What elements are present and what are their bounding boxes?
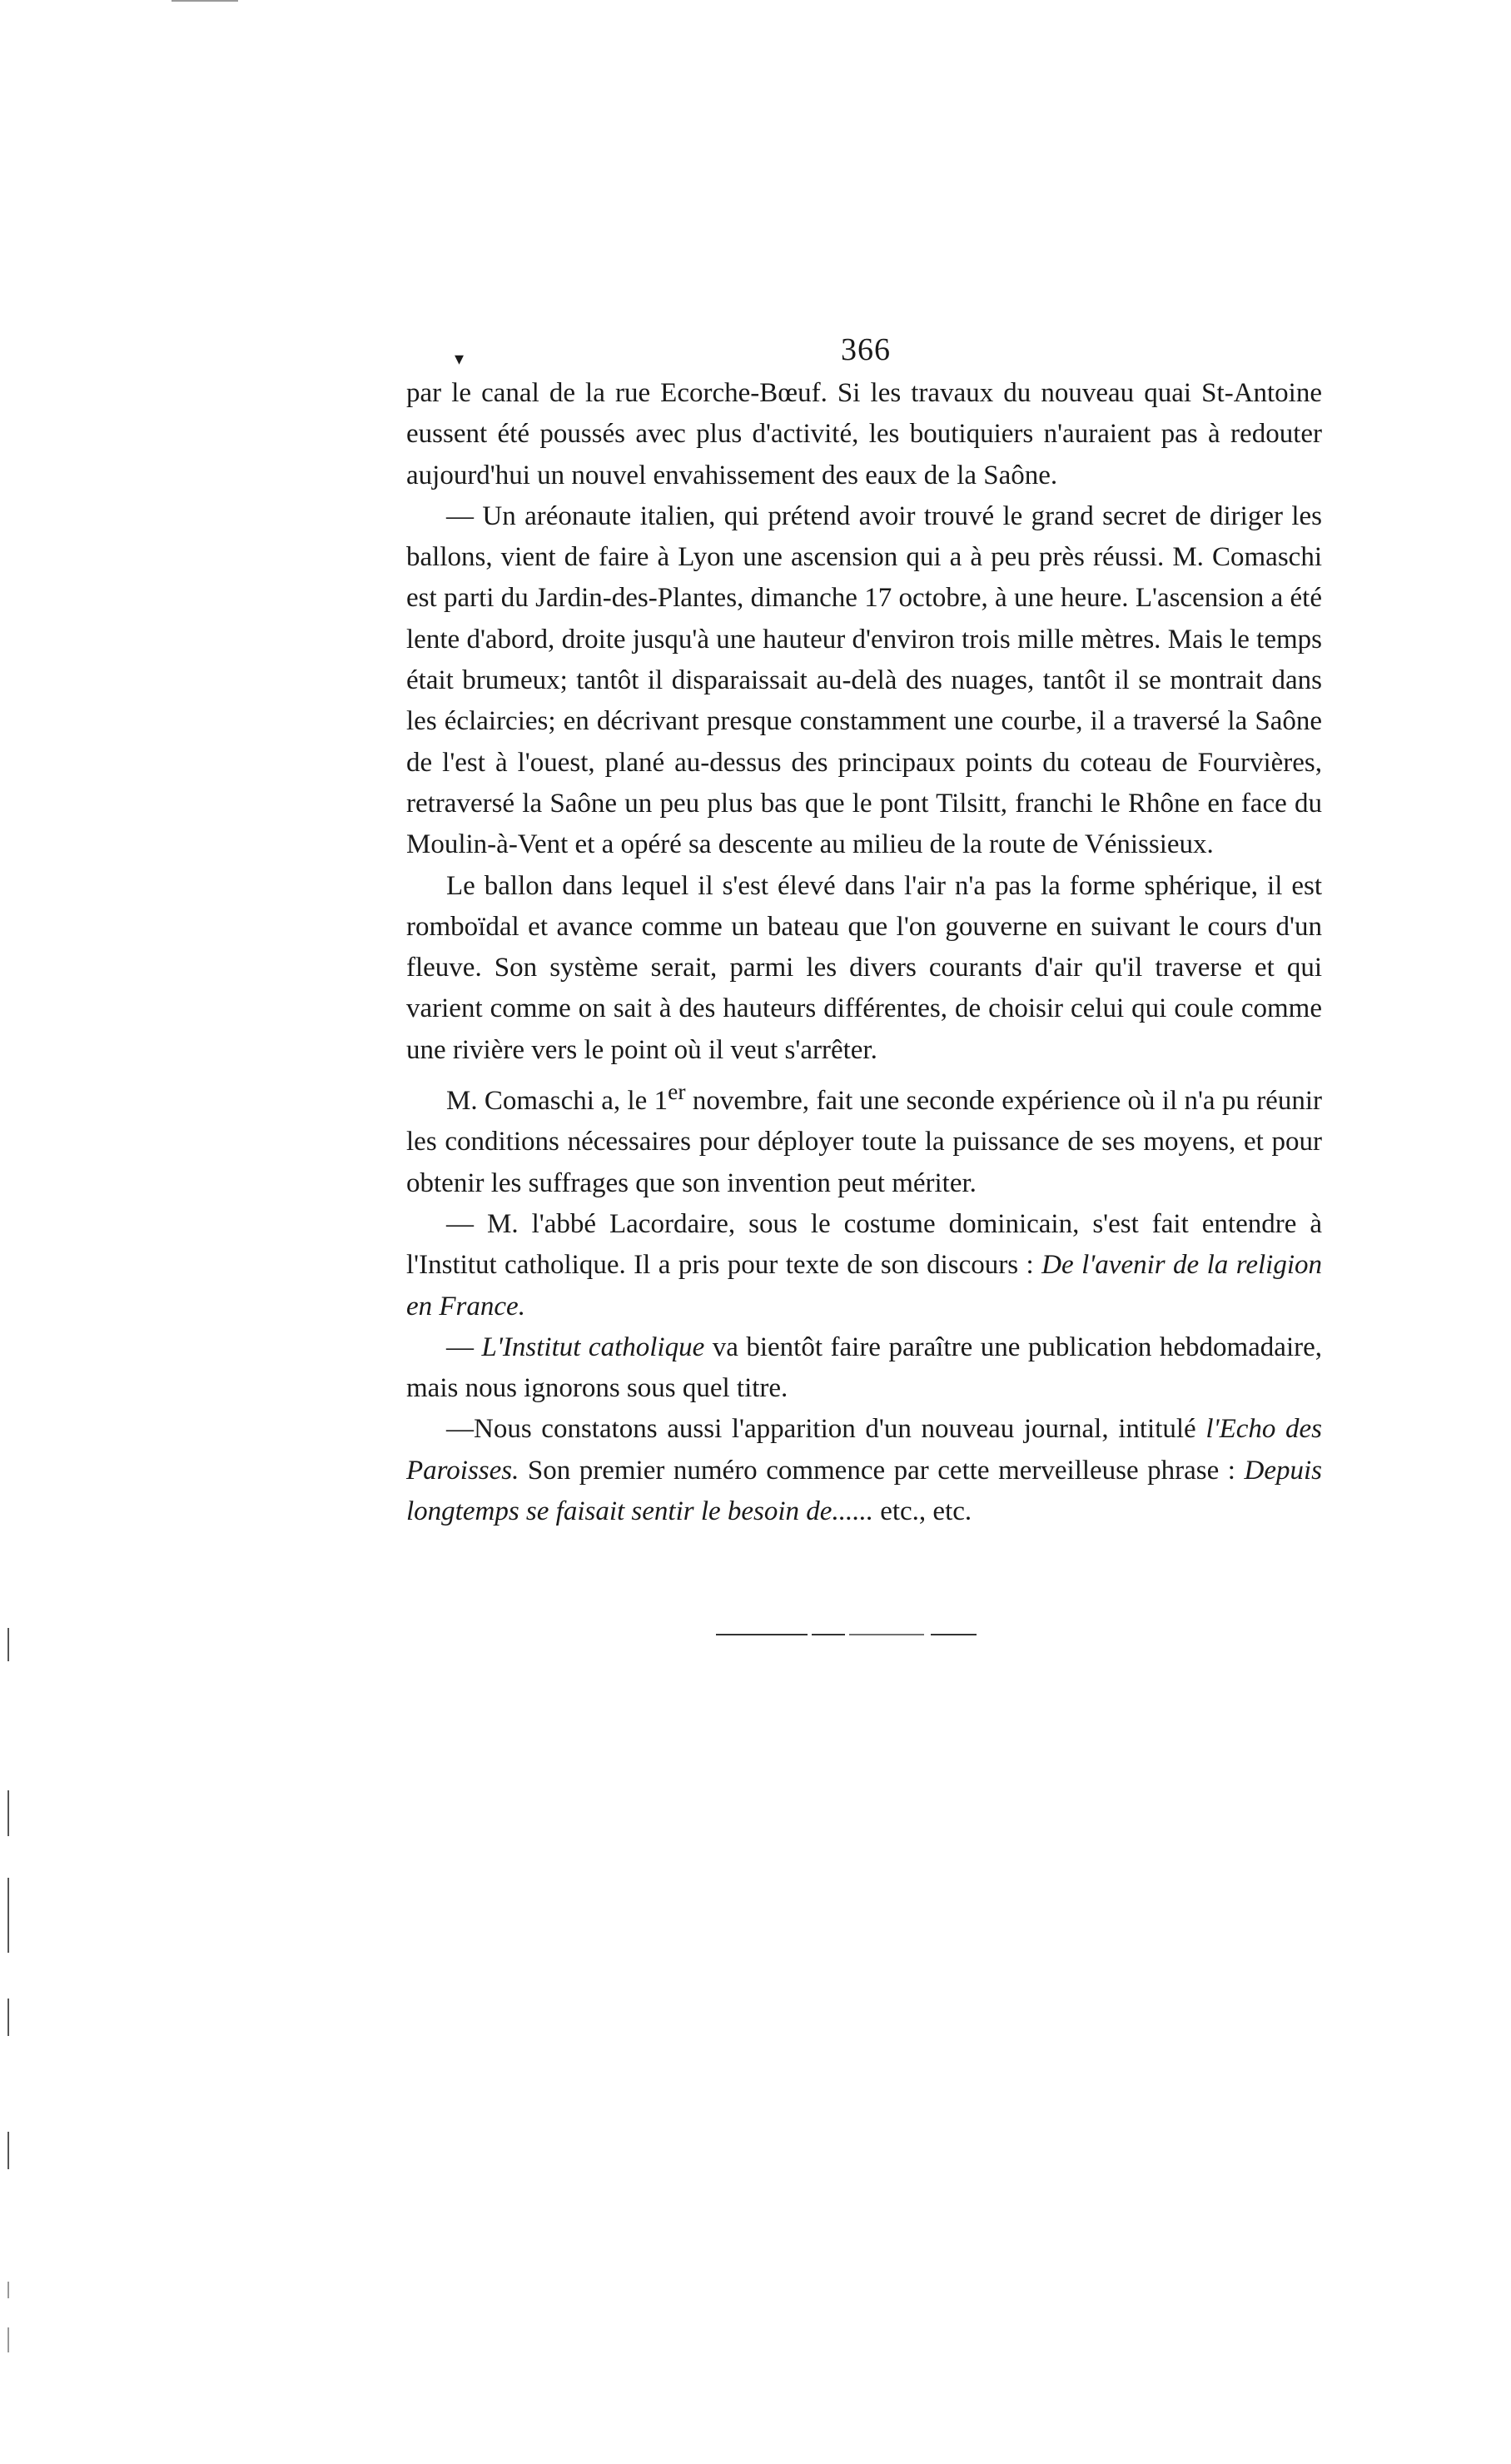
end-rule: [812, 1634, 845, 1635]
superscript: er: [668, 1078, 686, 1105]
page-number: 366: [841, 332, 891, 367]
paragraph-text: —Nous constatons aussi l'apparition d'un nouveau journal, intitulé: [446, 1414, 1206, 1445]
paragraph-text: novembre, fait une seconde expérience où il n'a pu réunir les conditions nécessaires pour déployer toute la puissance de ses moyens, et pour obtenir les suffrages que son invention peut mériter.: [406, 1086, 1322, 1198]
paragraph-2: [406, 496, 1322, 866]
paragraph-text: — M. l'abbé Lacordaire, sous le costume dominicain, s'est fait entendre à l'Institut catholique. Il a pris pour texte de son discours :: [406, 1208, 1322, 1281]
italic-text: l'Echo des Paroisses.: [406, 1414, 1322, 1486]
scan-artifact: [171, 0, 238, 2]
italic-text: De l'avenir de la religion en France.: [406, 1250, 1322, 1322]
paragraph-7: [406, 1409, 1322, 1532]
body-text: [406, 373, 1322, 1532]
paragraph-text: etc., etc.: [872, 1496, 972, 1527]
paragraph-5: [406, 1204, 1322, 1327]
paragraph-6: [406, 1327, 1322, 1410]
paragraph-text: Le ballon dans lequel il s'est élevé dans l'air n'a pas la forme sphérique, il est romboïdal et avance comme un bateau que l'on gouverne en suivant le cours d'un fleuve. Son système serait, parmi les divers courants d'air qu'il traverse et qui varient comme on sait à des hauteurs différentes, de choisir celui qui coule comme une rivière vers le point où il veut s'arrêter.: [406, 870, 1322, 1065]
end-rule: [849, 1634, 924, 1635]
scan-artifact: [7, 1878, 9, 1953]
scan-artifact: [7, 1628, 9, 1661]
paragraph-text: — Un aréonaute italien, qui prétend avoir trouvé le grand secret de diriger les ballons, vient de faire à Lyon une ascension qui a à peu près réussi. M. Comaschi est parti du Jardin-des-Plantes, dimanche 17 octobre, à une heure. L'ascension a été lente d'abord, droite jusqu'à une hauteur d'environ trois mille mètres. Mais le temps était brumeux; tantôt il disparaissait au-delà des nuages, tantôt il se montrait dans les éclaircies; en décrivant presque constamment une courbe, il a traversé la Saône de l'est à l'ouest, plané au-dessus des principaux points du coteau de Fourvières, retraversé la Saône un peu plus bas que le pont Tilsitt, franchi le Rhône en face du Moulin-à-Vent et a opéré sa descente au milieu de la route de Vénissieux.: [406, 500, 1322, 860]
paragraph-text: M. Comaschi a, le 1: [446, 1086, 669, 1117]
paragraph-text: —: [446, 1332, 482, 1362]
paragraph-3: [406, 866, 1322, 1071]
italic-text: L'Institut catholique: [481, 1332, 705, 1362]
paragraph-4: [406, 1071, 1322, 1204]
scan-artifact: [7, 1790, 9, 1836]
scan-artifact: [7, 2282, 9, 2298]
end-rule: [931, 1634, 977, 1635]
scan-artifact: [7, 2132, 9, 2169]
italic-text: Depuis longtemps se faisait sentir le besoin de......: [406, 1455, 1322, 1527]
scan-artifact: [7, 2327, 9, 2352]
paragraph-text: par le canal de la rue Ecorche-Bœuf. Si les travaux du nouveau quai St-Antoine eussent été poussés avec plus d'activité, les boutiquiers n'auraient pas à redouter aujourd'hui un nouvel envahissement des eaux de la Saône.: [406, 378, 1322, 490]
paragraph-1: [406, 373, 1322, 496]
scan-artifact: [7, 1999, 9, 2036]
end-rule: [716, 1634, 808, 1635]
paragraph-text: va bientôt faire paraître une publication hebdomadaire, mais nous ignorons sous quel titre.: [406, 1332, 1322, 1404]
paragraph-text: Son premier numéro commence par cette merveilleuse phrase :: [519, 1455, 1245, 1486]
page-marker: ▾: [455, 348, 465, 369]
